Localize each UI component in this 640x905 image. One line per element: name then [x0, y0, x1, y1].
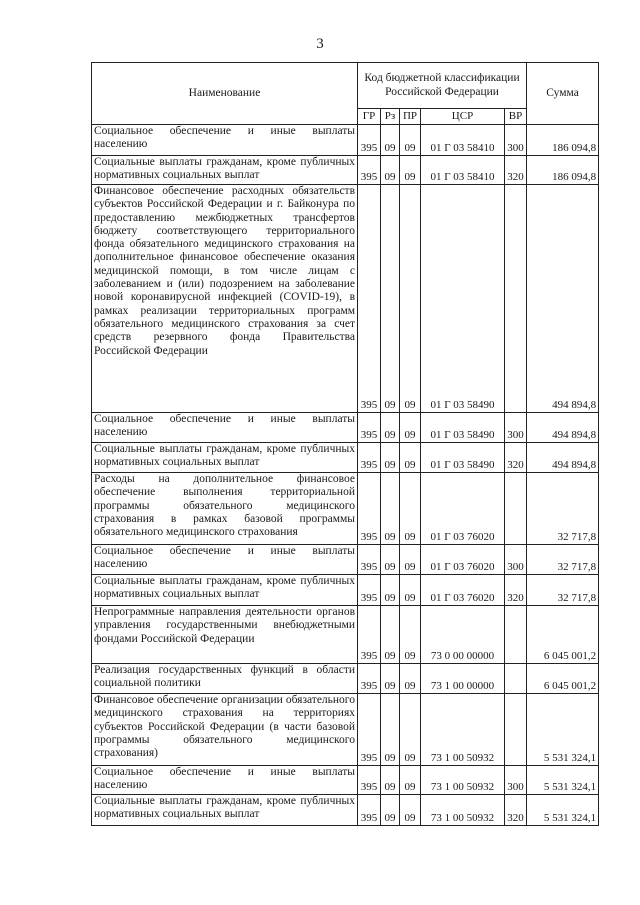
budget-table [91, 62, 599, 826]
table-row [92, 156, 599, 185]
row-gr: 395 [358, 545, 381, 575]
row-pr: 09 [400, 795, 421, 826]
row-rz: 09 [381, 575, 400, 606]
row-vr [505, 664, 527, 694]
row-pr: 09 [400, 443, 421, 473]
row-pr: 09 [400, 156, 421, 185]
row-sum: 186 094,8 [527, 125, 599, 156]
row-csr: 01 Г 03 76020 [421, 575, 505, 606]
row-name: Финансовое обеспечение организации обязательного медицинского страхования на территориях субъектов Российской Федерации (в части базовой программы обязательного медицинского страхования) [92, 694, 358, 766]
table-row [92, 766, 599, 795]
row-rz: 09 [381, 156, 400, 185]
row-vr: 300 [505, 413, 527, 443]
table-row [92, 795, 599, 826]
row-name: Социальное обеспечение и иные выплаты населению [92, 545, 358, 575]
row-vr: 320 [505, 795, 527, 826]
header-budget-code: Код бюджетной классификации Российской Федерации [358, 63, 527, 109]
row-vr: 300 [505, 545, 527, 575]
row-csr: 01 Г 03 58410 [421, 156, 505, 185]
row-vr: 320 [505, 156, 527, 185]
row-pr: 09 [400, 125, 421, 156]
row-name: Социальное обеспечение и иные выплаты населению [92, 125, 358, 156]
row-name: Финансовое обеспечение расходных обязательств субъектов Российской Федерации и г. Байконура по предоставлению межбюджетных трансфертов бюджету соответствующего территориального фонда обязательного медицинского страхования на дополнительное финансовое обеспечение оказания медицинской помощи, в том числе лицам с заболеванием и (или) подозрением на заболевание новой коронавирусной инфекцией (COVID-19), в рамках реализации территориальных программ обязательного медицинского страхования за счет средств резервного фонда Правительства Российской Федерации [92, 185, 358, 413]
table-row [92, 413, 599, 443]
header-sum: Сумма [527, 63, 599, 125]
row-gr: 395 [358, 125, 381, 156]
row-gr: 395 [358, 606, 381, 664]
row-rz: 09 [381, 125, 400, 156]
row-sum: 494 894,8 [527, 443, 599, 473]
row-rz: 09 [381, 545, 400, 575]
row-vr [505, 694, 527, 766]
row-rz: 09 [381, 766, 400, 795]
row-vr [505, 473, 527, 545]
table-row [92, 694, 599, 766]
row-pr: 09 [400, 606, 421, 664]
row-csr: 01 Г 03 58490 [421, 443, 505, 473]
header-name: Наименование [92, 63, 358, 125]
header-pr: ПР [400, 109, 421, 125]
row-pr: 09 [400, 694, 421, 766]
row-csr: 73 0 00 00000 [421, 606, 505, 664]
header-csr: ЦСР [421, 109, 505, 125]
row-rz: 09 [381, 413, 400, 443]
row-sum: 32 717,8 [527, 545, 599, 575]
row-rz: 09 [381, 473, 400, 545]
row-pr: 09 [400, 664, 421, 694]
row-name: Социальное обеспечение и иные выплаты населению [92, 766, 358, 795]
row-vr: 300 [505, 766, 527, 795]
row-vr: 320 [505, 575, 527, 606]
row-gr: 395 [358, 443, 381, 473]
page-number: 3 [316, 36, 324, 52]
row-sum: 5 531 324,1 [527, 766, 599, 795]
row-name: Непрограммные направления деятельности органов управления государственными внебюджетными фондами Российской Федерации [92, 606, 358, 664]
row-name: Социальные выплаты гражданам, кроме публичных нормативных социальных выплат [92, 575, 358, 606]
table-row [92, 545, 599, 575]
row-pr: 09 [400, 545, 421, 575]
row-rz: 09 [381, 443, 400, 473]
row-vr [505, 606, 527, 664]
header-gr: ГР [358, 109, 381, 125]
row-gr: 395 [358, 413, 381, 443]
row-pr: 09 [400, 185, 421, 413]
table-row [92, 185, 599, 413]
row-sum: 32 717,8 [527, 473, 599, 545]
row-sum: 186 094,8 [527, 156, 599, 185]
table-row [92, 575, 599, 606]
row-rz: 09 [381, 185, 400, 413]
row-sum: 6 045 001,2 [527, 606, 599, 664]
row-csr: 73 1 00 50932 [421, 766, 505, 795]
row-csr: 01 Г 03 58410 [421, 125, 505, 156]
row-rz: 09 [381, 606, 400, 664]
row-gr: 395 [358, 694, 381, 766]
row-csr: 73 1 00 50932 [421, 694, 505, 766]
row-vr: 320 [505, 443, 527, 473]
row-vr: 300 [505, 125, 527, 156]
row-sum: 5 531 324,1 [527, 694, 599, 766]
row-name: Социальное обеспечение и иные выплаты населению [92, 413, 358, 443]
row-gr: 395 [358, 664, 381, 694]
row-gr: 395 [358, 185, 381, 413]
row-sum: 5 531 324,1 [527, 795, 599, 826]
row-name: Социальные выплаты гражданам, кроме публичных нормативных социальных выплат [92, 156, 358, 185]
row-csr: 01 Г 03 76020 [421, 545, 505, 575]
row-rz: 09 [381, 694, 400, 766]
row-name: Социальные выплаты гражданам, кроме публичных нормативных социальных выплат [92, 443, 358, 473]
row-pr: 09 [400, 413, 421, 443]
row-rz: 09 [381, 664, 400, 694]
row-pr: 09 [400, 473, 421, 545]
table-row [92, 443, 599, 473]
row-gr: 395 [358, 156, 381, 185]
row-gr: 395 [358, 473, 381, 545]
row-sum: 494 894,8 [527, 185, 599, 413]
row-name: Реализация государственных функций в области социальной политики [92, 664, 358, 694]
header-vr: ВР [505, 109, 527, 125]
table-row [92, 473, 599, 545]
row-vr [505, 185, 527, 413]
row-csr: 01 Г 03 58490 [421, 185, 505, 413]
table-row [92, 606, 599, 664]
row-sum: 6 045 001,2 [527, 664, 599, 694]
row-gr: 395 [358, 795, 381, 826]
table-row [92, 664, 599, 694]
table-row [92, 125, 599, 156]
row-gr: 395 [358, 575, 381, 606]
row-csr: 73 1 00 00000 [421, 664, 505, 694]
row-pr: 09 [400, 766, 421, 795]
row-rz: 09 [381, 795, 400, 826]
row-csr: 01 Г 03 76020 [421, 473, 505, 545]
row-csr: 01 Г 03 58490 [421, 413, 505, 443]
row-name: Расходы на дополнительное финансовое обеспечение выполнения территориальной программы обязательного медицинского страхования в рамках базовой программы обязательного медицинского страхования [92, 473, 358, 545]
row-name: Социальные выплаты гражданам, кроме публичных нормативных социальных выплат [92, 795, 358, 826]
row-sum: 32 717,8 [527, 575, 599, 606]
row-sum: 494 894,8 [527, 413, 599, 443]
row-csr: 73 1 00 50932 [421, 795, 505, 826]
row-gr: 395 [358, 766, 381, 795]
header-rz: Рз [381, 109, 400, 125]
row-pr: 09 [400, 575, 421, 606]
